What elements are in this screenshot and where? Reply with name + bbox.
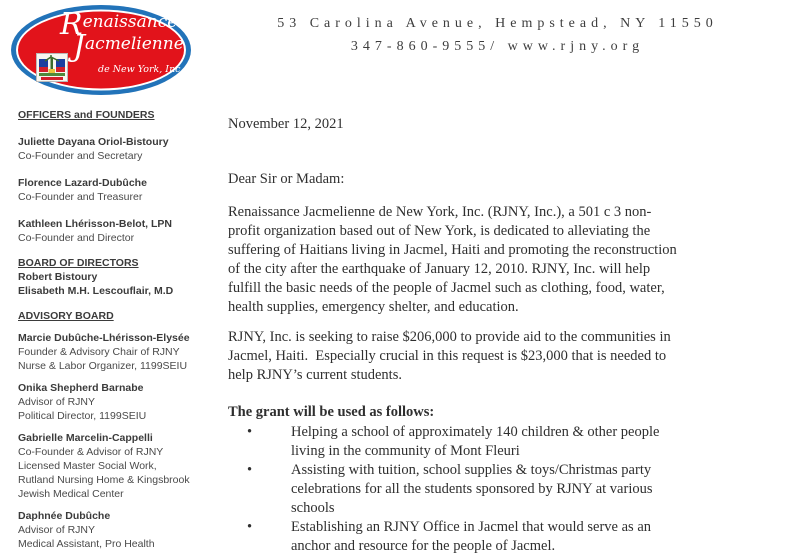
logo-initial-j: J [73, 29, 86, 64]
person-name: Elisabeth M.H. Lescouflair, M.D [18, 285, 174, 297]
person-name: Robert Bistoury [18, 271, 98, 283]
letterhead-address [225, 12, 770, 58]
grant-usage-heading: The grant will be used as follows: [228, 404, 435, 420]
paragraph-line: Jacmel, Haiti. Especially crucial in this request is $23,000 that is needed to [228, 348, 667, 364]
paragraph-line: Renaissance Jacmelienne de New York, Inc. (RJNY, Inc.), a 501 c 3 non- [228, 204, 652, 220]
bullet-line: Assisting with tuition, school supplies & toys/Christmas party [291, 462, 652, 478]
paragraph-line: of the city after the earthquake of January 12, 2010. RJNY, Inc. will help [228, 261, 651, 277]
person-name: Onika Shepherd Barnabe [18, 382, 144, 394]
logo-initial-r: R [60, 7, 83, 42]
bullet-item [228, 423, 788, 461]
letter-body [228, 115, 788, 553]
logo-title-line1-rest: enaissance [82, 12, 178, 32]
person-role: Jewish Medical Center [18, 488, 124, 500]
bullet-line: celebrations for all the students sponsored by RJNY at various [291, 481, 653, 497]
person-role: Medical Assistant, Pro Health [18, 538, 155, 550]
advisory-board-section [18, 309, 220, 551]
paragraph-line: RJNY, Inc. is seeking to raise $206,000 to provide aid to the communities in [228, 329, 671, 345]
sidebar [18, 108, 220, 551]
bullet-line: schools [291, 500, 335, 516]
bullet-item [228, 461, 788, 518]
paragraph-line: profit organization based out of New York, is dedicated to alleviating the [228, 223, 651, 239]
paragraph-line: health supplies, emergency shelter, and education. [228, 299, 519, 315]
person-entry [18, 176, 220, 204]
board-of-directors-section [18, 256, 220, 298]
person-name: Florence Lazard-Dubûche [18, 177, 147, 189]
person-name: Juliette Dayana Oriol-Bistoury [18, 136, 169, 148]
person-name: Kathleen Lhérisson-Belot, LPN [18, 218, 173, 230]
paragraph-line: fulfill the basic needs of the people of Jacmel such as clothing, food, water, [228, 280, 665, 296]
person-role: Founder & Advisory Chair of RJNY [18, 346, 180, 358]
section-heading: ADVISORY BOARD [18, 310, 114, 322]
person-role: Co-Founder and Director [18, 232, 135, 244]
person-entry [18, 381, 220, 423]
section-heading: BOARD OF DIRECTORS [18, 257, 139, 269]
person-entry [18, 284, 220, 298]
paragraph-2 [228, 328, 788, 385]
organization-logo [10, 4, 192, 96]
bullet-marker: • [247, 462, 253, 478]
letter-date: November 12, 2021 [228, 116, 344, 132]
person-entry [18, 135, 220, 163]
person-role: Political Director, 1199SEIU [18, 410, 147, 422]
logo-title-line2-rest: acmelienne [85, 34, 184, 54]
person-entry [18, 217, 220, 245]
person-role: Co-Founder & Advisor of RJNY [18, 446, 164, 458]
person-entry [18, 509, 220, 551]
bullet-marker: • [247, 519, 253, 535]
bullet-item [228, 518, 788, 553]
person-role: Advisor of RJNY [18, 524, 96, 536]
person-role: Nurse & Labor Organizer, 1199SEIU [18, 360, 188, 372]
person-role: Advisor of RJNY [18, 396, 96, 408]
logo-title-line2 [73, 29, 184, 64]
person-entry [18, 270, 220, 284]
haiti-coat-of-arms-icon [36, 53, 68, 82]
address-line2: 347-860-9555/ www.rjny.org [350, 39, 645, 54]
person-role: Licensed Master Social Work, [18, 460, 157, 472]
person-name: Gabrielle Marcelin-Cappelli [18, 432, 153, 444]
salutation: Dear Sir or Madam: [228, 171, 345, 187]
bullet-line: anchor and resource for the people of Jacmel. [291, 538, 556, 553]
person-role: Co-Founder and Treasurer [18, 191, 143, 203]
bullet-line: Establishing an RJNY Office in Jacmel that would serve as an [291, 519, 652, 535]
person-entry [18, 431, 220, 501]
person-name: Daphnée Dubûche [18, 510, 111, 522]
person-entry [18, 331, 220, 373]
person-role: Co-Founder and Secretary [18, 150, 143, 162]
paragraph-line: help RJNY’s current students. [228, 367, 402, 383]
bullet-line: living in the community of Mont Fleuri [291, 443, 520, 459]
section-heading: OFFICERS and FOUNDERS [18, 109, 155, 121]
bullet-marker: • [247, 424, 253, 440]
person-name: Marcie Dubûche-Lhérisson-Elysée [18, 332, 190, 344]
grant-bullet-list [228, 423, 788, 553]
paragraph-line: suffering of Haitians living in Jacmel, Haiti and promoting the reconstruction [228, 242, 677, 258]
officers-section [18, 108, 220, 245]
paragraph-1 [228, 203, 788, 317]
logo-subtitle: de New York, Inc. [98, 64, 184, 75]
person-role: Rutland Nursing Home & Kingsbrook [18, 474, 190, 486]
address-line1: 53 Carolina Avenue, Hempstead, NY 11550 [277, 16, 718, 31]
bullet-line: Helping a school of approximately 140 children & other people [291, 424, 660, 440]
